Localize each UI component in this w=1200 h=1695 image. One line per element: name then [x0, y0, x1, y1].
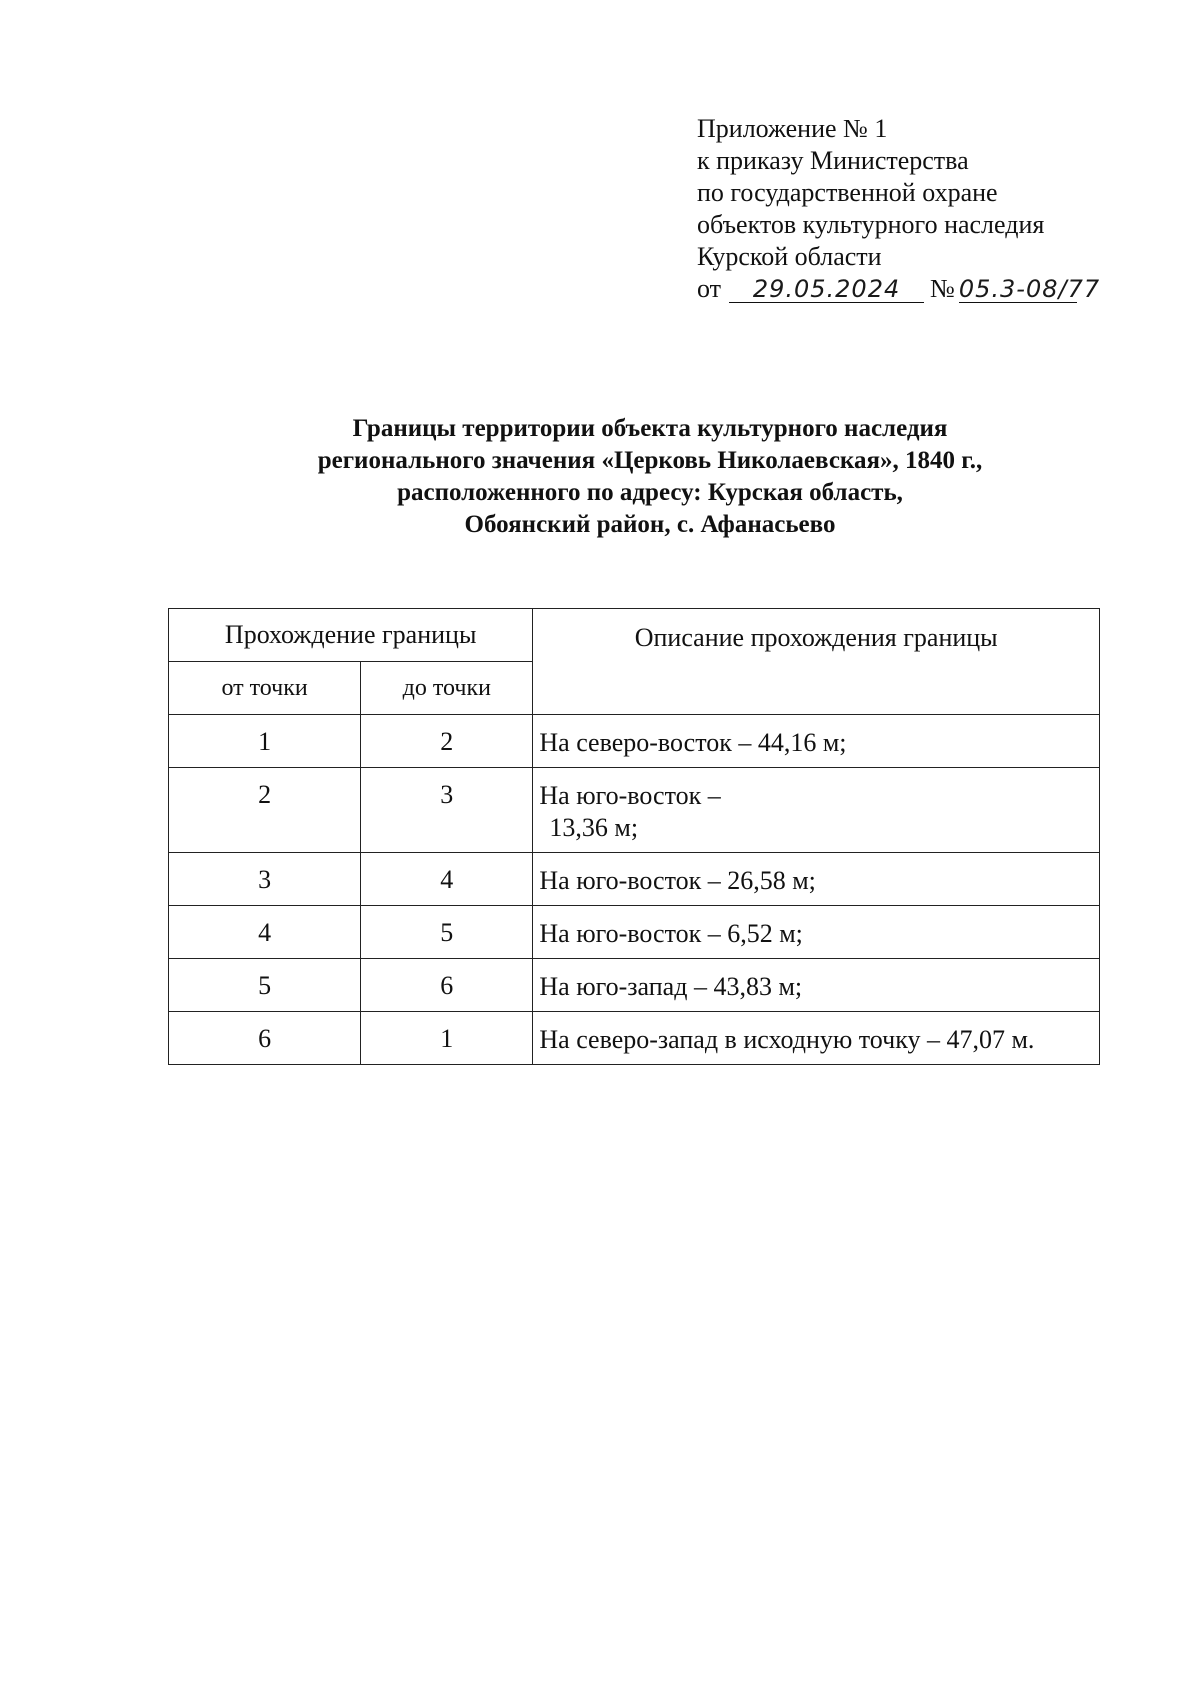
to-point-cell: 4: [361, 853, 533, 906]
title-line-3: расположенного по адресу: Курская область,: [397, 479, 903, 506]
table-header-row: [169, 609, 1100, 662]
description-cell: [533, 768, 1100, 853]
table-row: [169, 1012, 1100, 1065]
to-point-cell: 1: [361, 1012, 533, 1065]
from-point-cell: 6: [169, 1012, 361, 1065]
table-row: [169, 853, 1100, 906]
to-point-cell: 3: [361, 768, 533, 853]
description-line-2: 13,36 м;: [549, 813, 639, 842]
table-row: [169, 906, 1100, 959]
from-point-cell: 3: [169, 853, 361, 906]
appendix-order-line: к приказу Министерства: [697, 146, 969, 175]
table-row: [169, 715, 1100, 768]
from-point-cell: 1: [169, 715, 361, 768]
to-point-header: до точки: [361, 662, 533, 715]
appendix-title: Приложение № 1: [697, 114, 888, 143]
from-point-cell: 2: [169, 768, 361, 853]
table-row: [169, 959, 1100, 1012]
order-number: 05.3-08/77: [958, 275, 1101, 303]
description-cell: На северо-восток – 44,16 м;: [533, 715, 1100, 768]
from-label: от: [697, 274, 722, 303]
appendix-header: [697, 113, 1101, 305]
title-line-4: Обоянский район, с. Афанасьево: [464, 511, 836, 538]
appendix-date-number-line: [697, 273, 1101, 305]
from-point-header: от точки: [169, 662, 361, 715]
appendix-heritage-line: объектов культурного наследия: [697, 210, 1045, 239]
description-header: Описание прохождения границы: [533, 609, 1100, 715]
from-point-cell: 4: [169, 906, 361, 959]
title-line-1: Границы территории объекта культурного наследия: [352, 415, 948, 442]
to-point-cell: 5: [361, 906, 533, 959]
description-cell: На юго-восток – 6,52 м;: [533, 906, 1100, 959]
to-point-cell: 2: [361, 715, 533, 768]
description-cell: На юго-восток – 26,58 м;: [533, 853, 1100, 906]
description-cell: На северо-запад в исходную точку – 47,07 м.: [533, 1012, 1100, 1065]
number-label: №: [930, 274, 955, 303]
appendix-ministry-line: по государственной охране: [697, 178, 998, 207]
boundary-table: [168, 608, 1100, 1065]
title-line-2: регионального значения «Церковь Николаевская», 1840 г.,: [317, 447, 983, 474]
document-title: [200, 413, 1100, 541]
table-row: [169, 768, 1100, 853]
to-point-cell: 6: [361, 959, 533, 1012]
order-date: 29.05.2024: [729, 276, 924, 303]
description-line-1: На юго-восток –: [539, 781, 721, 810]
appendix-region-line: Курской области: [697, 242, 882, 271]
from-point-cell: 5: [169, 959, 361, 1012]
description-cell: На юго-запад – 43,83 м;: [533, 959, 1100, 1012]
boundary-passage-header: Прохождение границы: [169, 609, 533, 662]
